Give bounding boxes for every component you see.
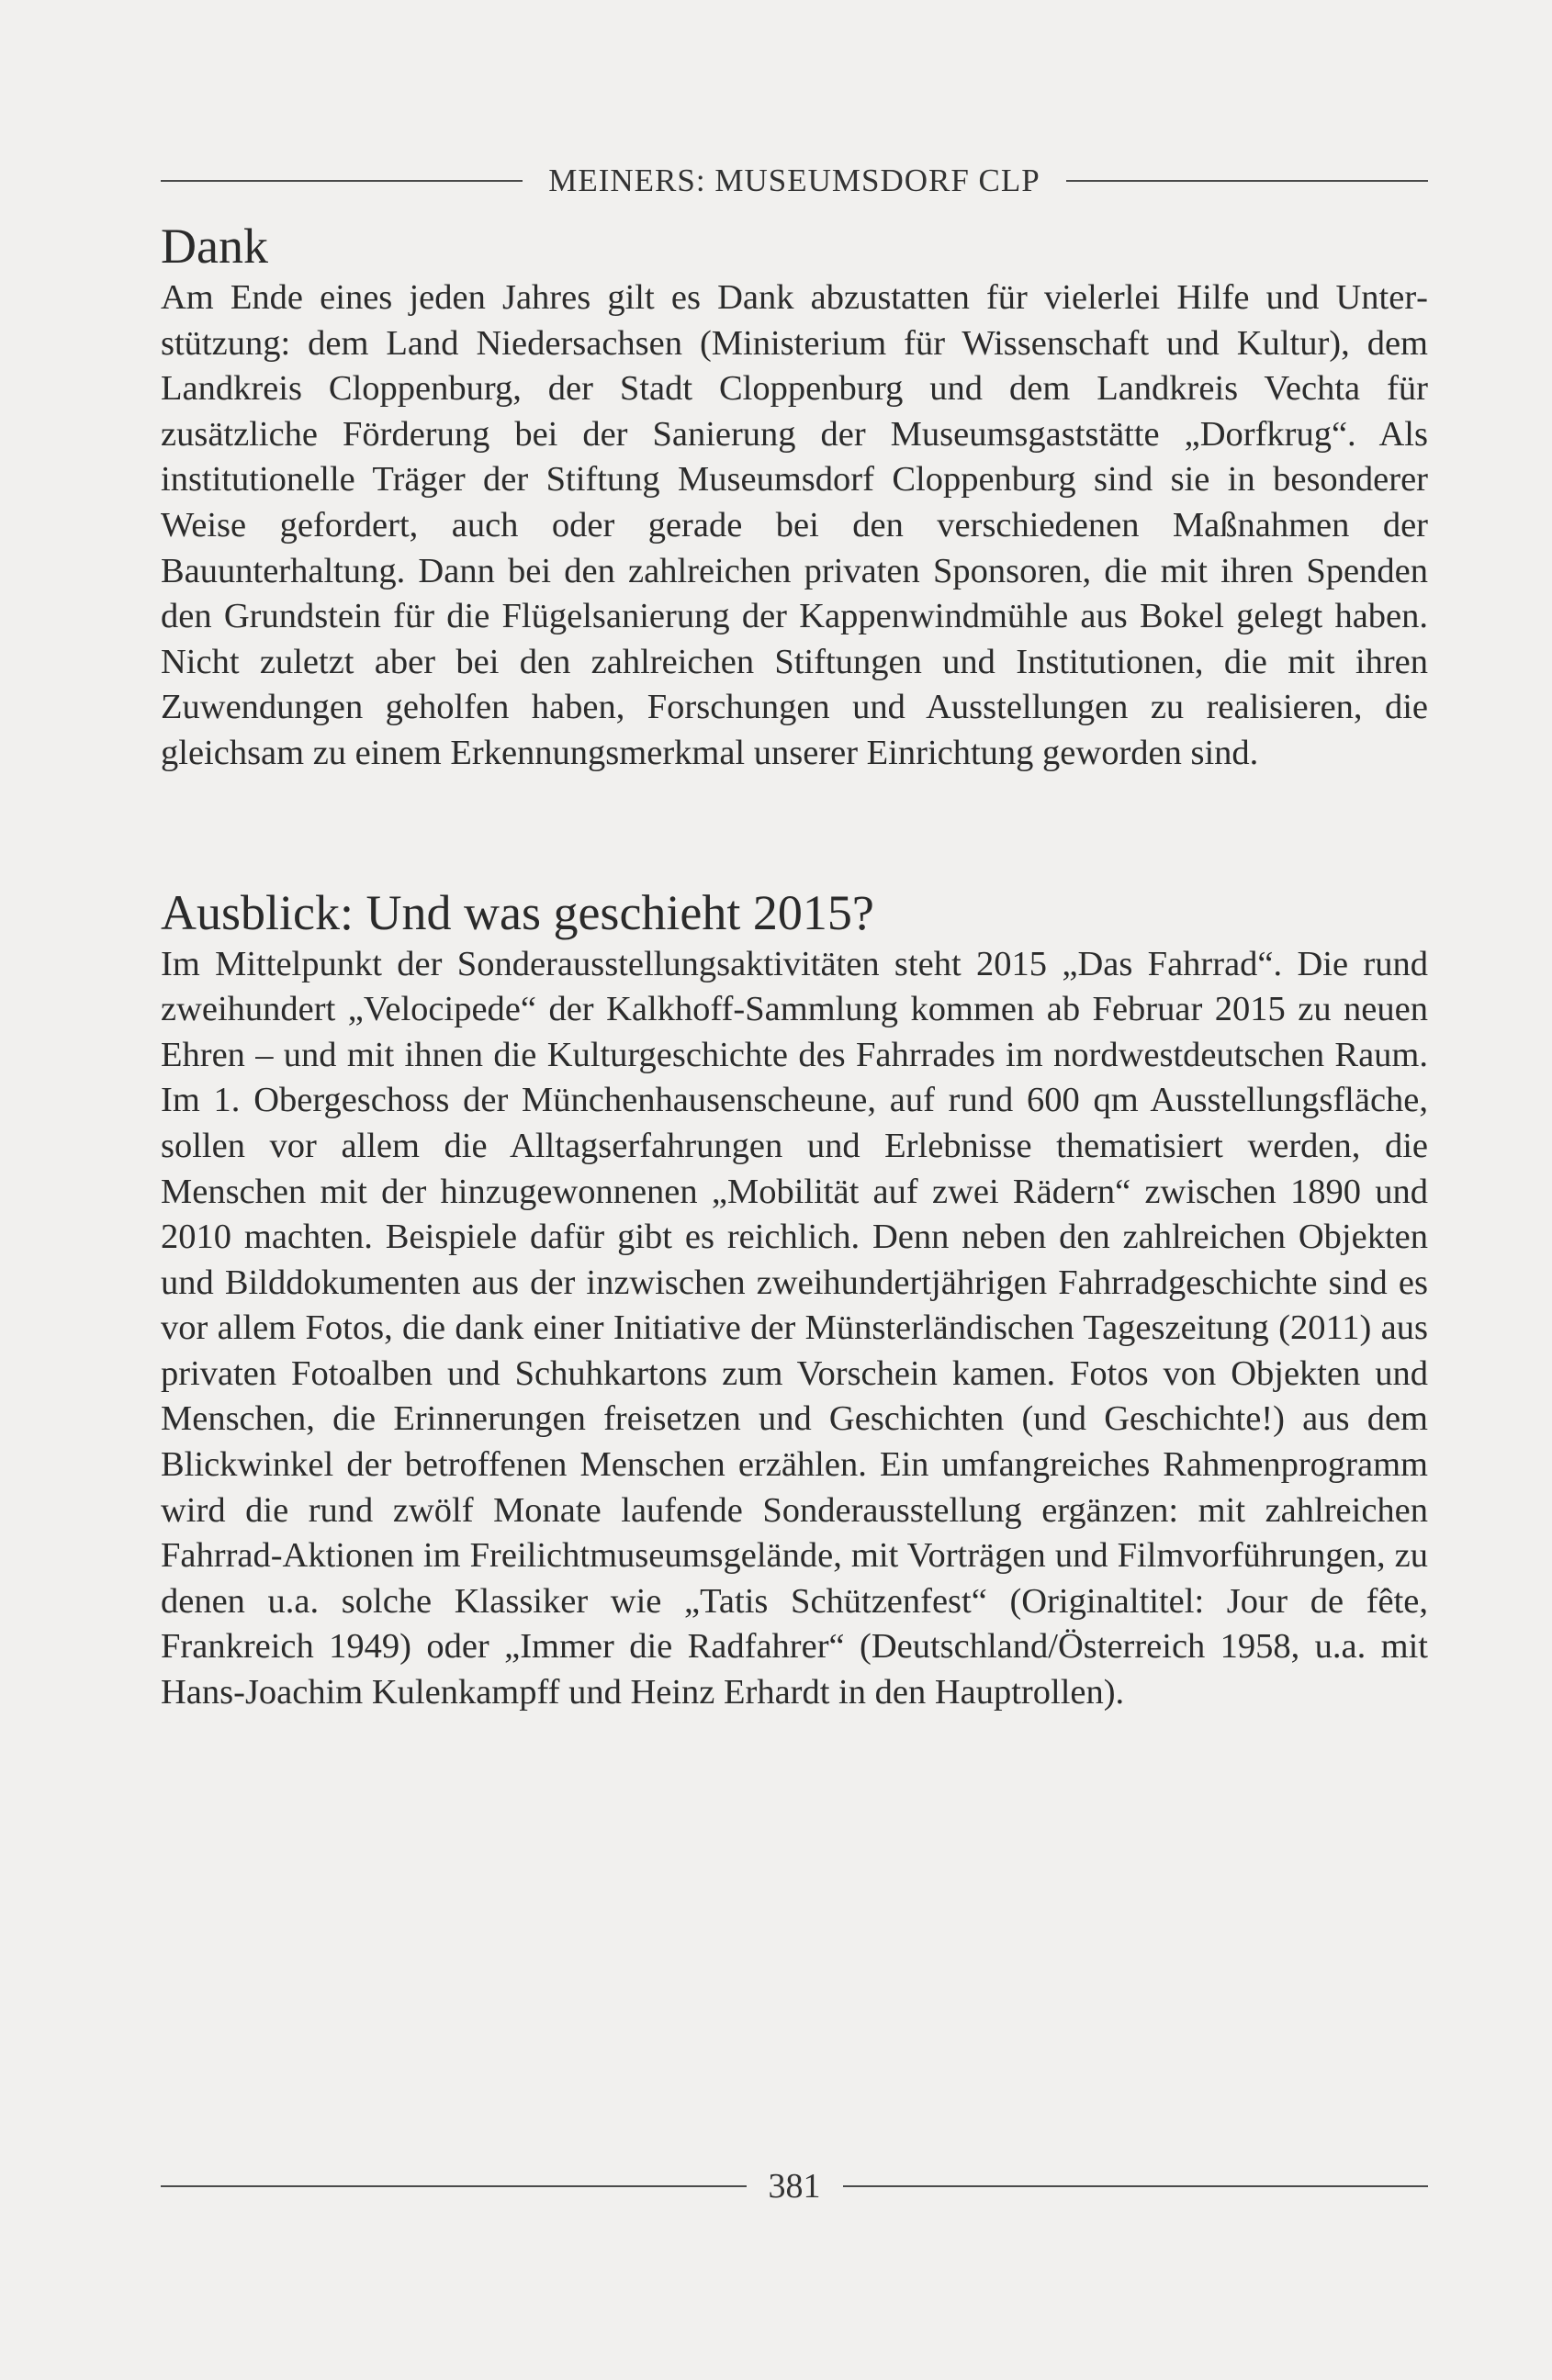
footer-rule-right (843, 2185, 1429, 2187)
page-number: 381 (768, 2167, 821, 2206)
footer-rule-left (161, 2185, 747, 2187)
section-body: Am Ende eines jeden Jahres gilt es Dank abzustatten für vielerlei Hilfe und Unterstützung: dem Land Niedersachsen (Ministerium für Wissenschaft und Kultur), dem Landkreis Cloppenburg, der Stadt Cloppenburg und dem Landkreis Vechta für zusätzliche Förderung bei der Sanierung der Museumsgaststätte „Dorfkrug“. Als institutionelle Träger der Stiftung Museumsdorf Cloppenburg sind sie in besonderer Weise gefordert, auch oder gerade bei den verschiedenen Maßnahmen der Bauunterhaltung. Dann bei den zahlreichen privaten Sponsoren, die mit ihren Spenden den Grundstein für die Flügelsanierung der Kappenwindmühle aus Bokel gelegt haben. Nicht zuletzt aber bei den zahlreichen Stiftungen und Institutionen, die mit ihren Zuwendungen geholfen haben, Forschungen und Ausstellungen zu realisieren, die gleichsam zu einem Erkennungsmerkmal unserer Einrichtung geworden sind. (161, 278, 1428, 772)
header-rule-left (161, 180, 523, 182)
section-ausblick (161, 885, 1428, 1716)
header-rule-right (1066, 180, 1428, 182)
page-footer (161, 2163, 1428, 2209)
section-dank (161, 219, 1428, 777)
section-body: Im Mittelpunkt der Sonderausstellungsaktivitäten steht 2015 „Das Fahrrad“. Die rund zweihundert „Velocipede“ der Kalkhoff-Sammlung kommen ab Februar 2015 zu neuen Ehren – und mit ihnen die Kulturgeschichte des Fahrrades im nordwestdeutschen Raum. Im 1. Obergeschoss der Münchenhausenscheune, auf rund 600 qm Ausstellungsfläche, sollen vor allem die Alltagserfahrungen und Erlebnisse thematisiert werden, die Menschen mit der hinzugewonnenen „Mobilität auf zwei Rädern“ zwischen 1890 und 2010 machten. Beispiele dafür gibt es reichlich. Denn neben den zahlreichen Objekten und Bilddokumenten aus der inzwischen zweihundertjährigen Fahrradgeschichte sind es vor allem Fotos, die dank einer Initiative der Münsterländischen Tageszeitung (2011) aus privaten Fotoalben und Schuhkartons zum Vorschein kamen. Fotos von Objekten und Menschen, die Erinnerungen freisetzen und Geschichten (und Geschichte!) aus dem Blickwinkel der betroffenen Menschen erzählen. Ein umfangreiches Rahmenprogramm wird die rund zwölf Monate laufende Sonderausstellung ergänzen: mit zahlreichen Fahrrad-Aktionen im Freilichtmuseumsgelände, mit Vorträgen und Filmvorführungen, zu denen u.a. solche Klassiker wie „Tatis Schützenfest“ (Originaltitel: Jour de fête, Frankreich 1949) oder „Immer die Radfahrer“ (Deutschland/Österreich 1958, u.a. mit Hans-Joachim Kulenkampff und Heinz Erhardt in den Hauptrollen). (161, 944, 1428, 1712)
book-page (161, 0, 1428, 2380)
section-heading: Dank (161, 219, 268, 274)
running-header (161, 158, 1428, 204)
running-title: MEINERS: MUSEUMSDORF CLP (548, 163, 1040, 198)
page-content (161, 219, 1428, 1716)
section-heading: Ausblick: Und was geschieht 2015? (161, 884, 874, 940)
